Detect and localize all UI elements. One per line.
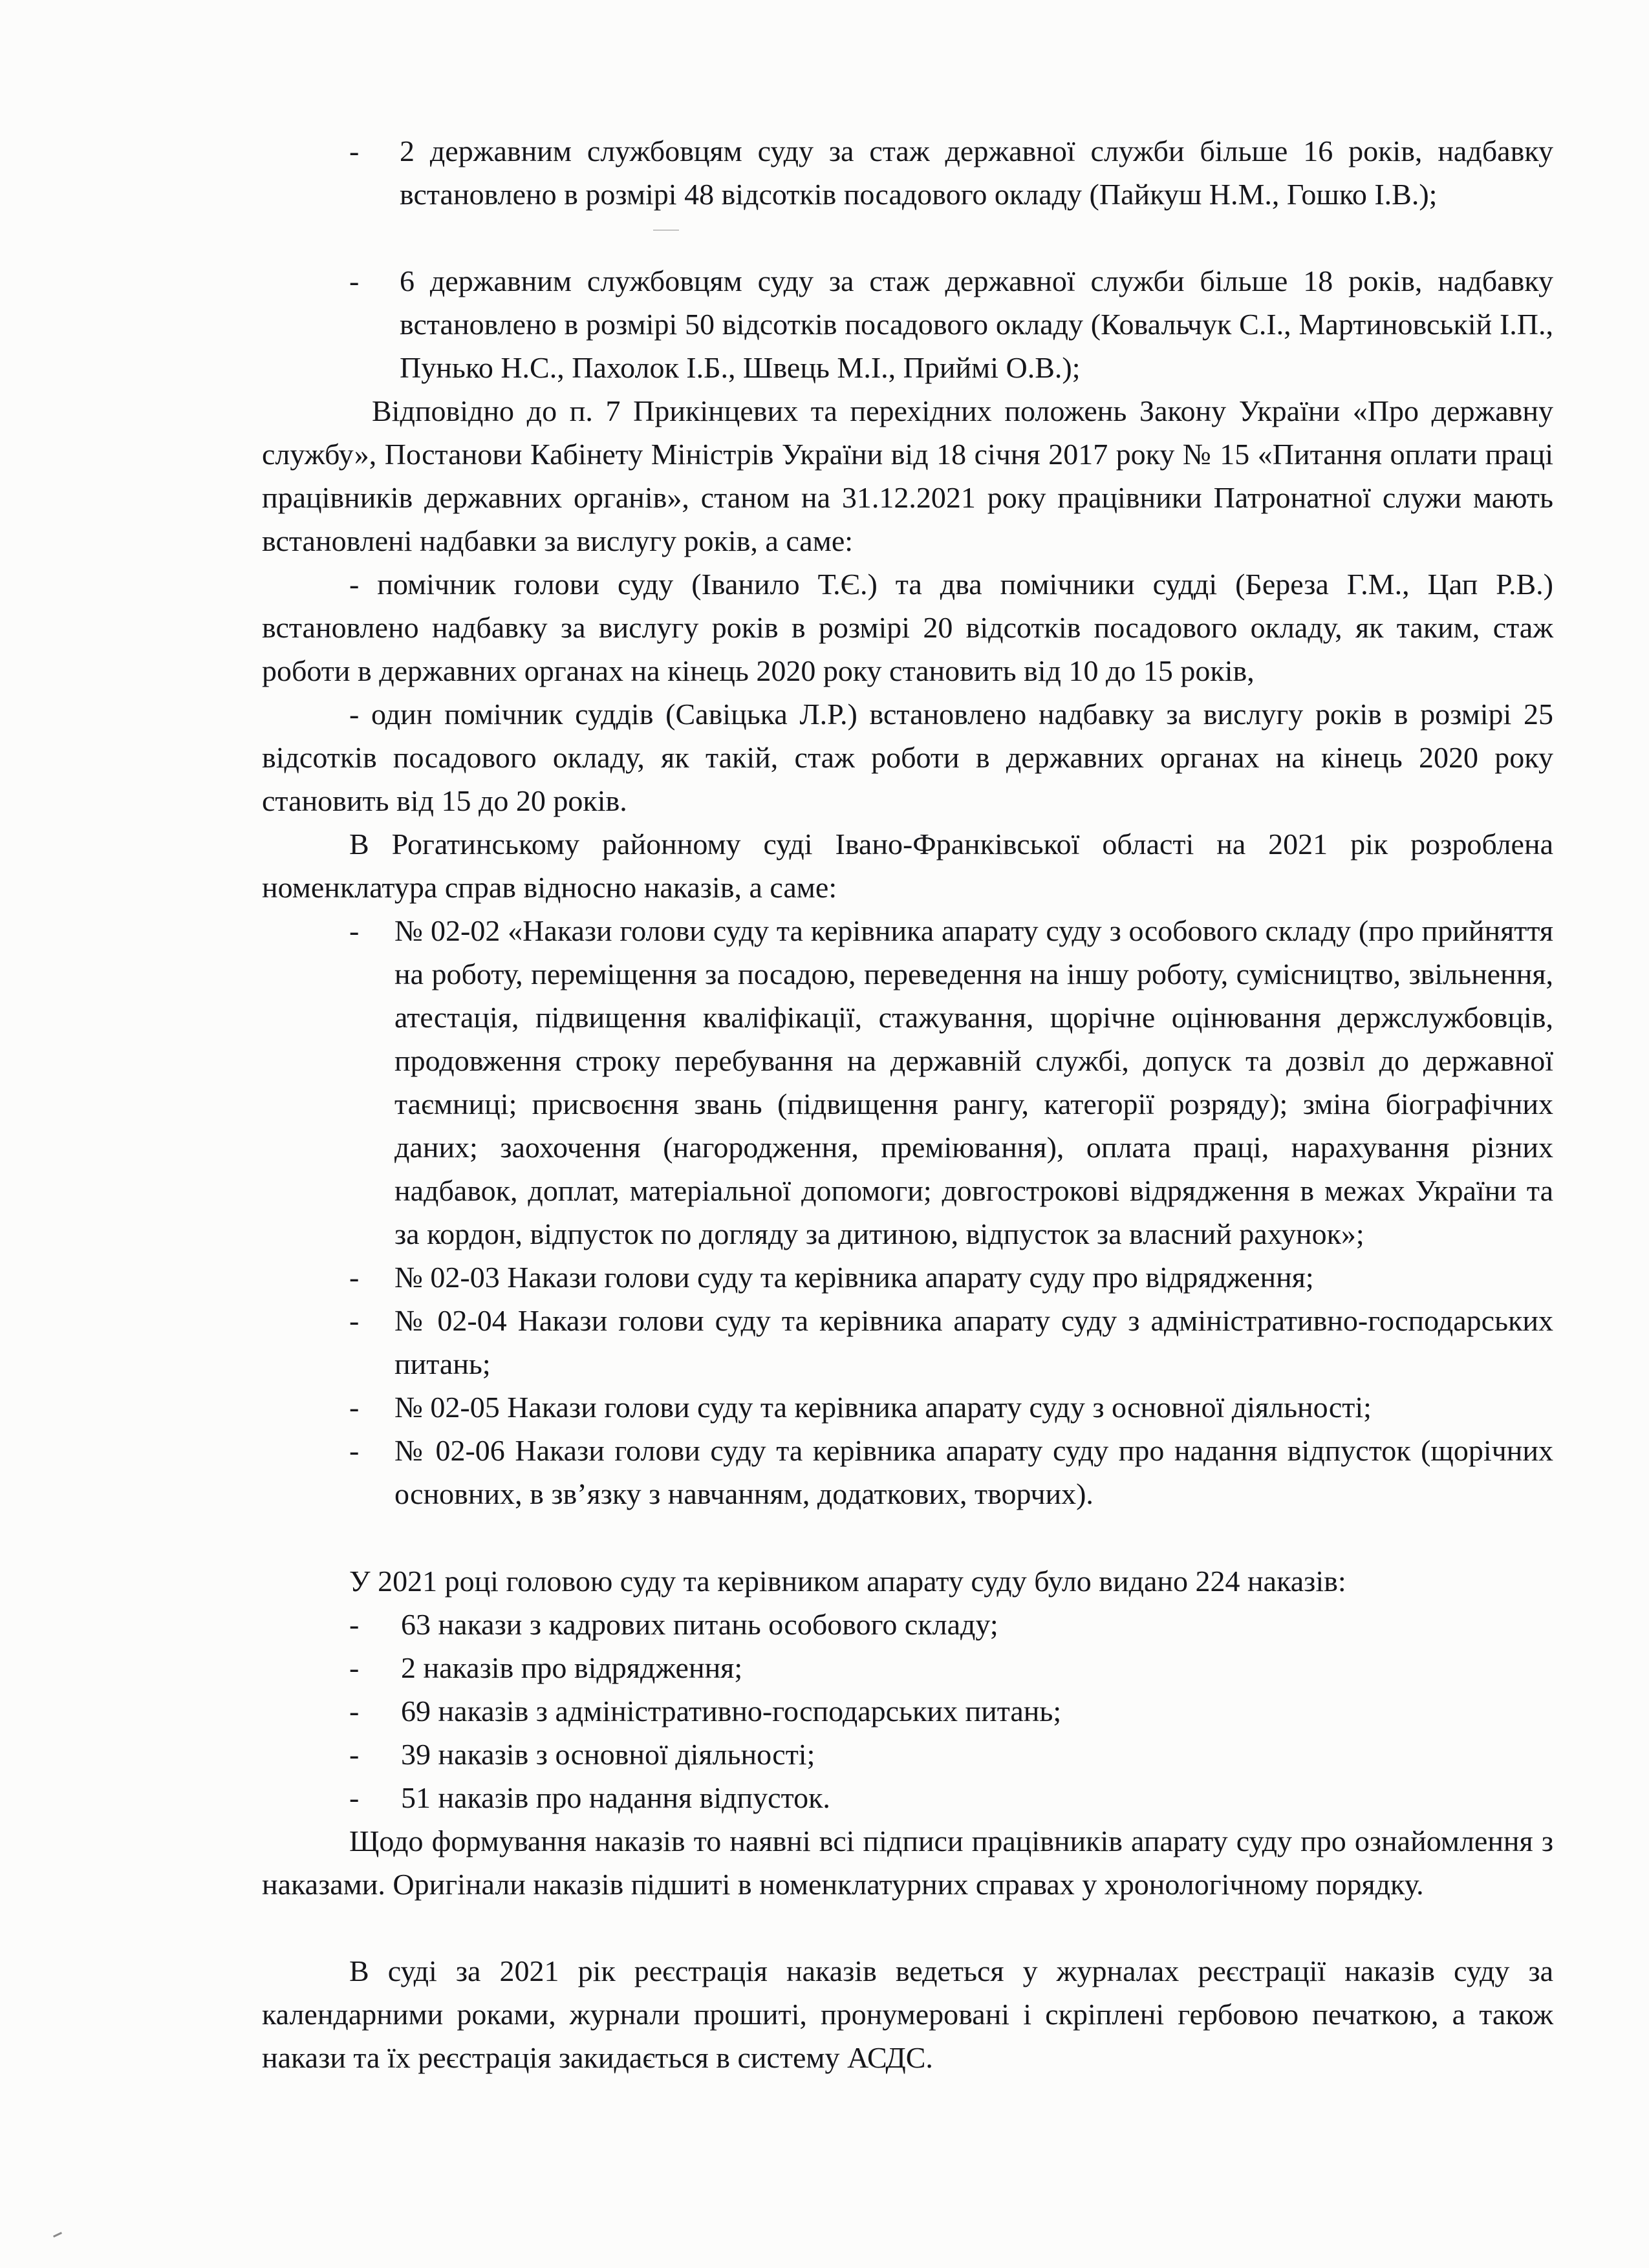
list-item-text: № 02-03 Накази голови суду та керівника апарату суду про відрядження;	[394, 1261, 1314, 1294]
paragraph-patronage	[262, 389, 1553, 562]
scan-speck	[653, 230, 679, 231]
list-item-text: № 02-02 «Накази голови суду та керівника апарату суду з особового складу (про прийняття на роботу, переміщення за посадою, переведення на іншу роботу, сумісництво, звільнення, атестація, підвищення кваліфікації, стажування, щорічне оцінювання держслужбовців, продовження строку перебування на державній службі, допуск та дозвіл до державної таємниці; присвоєння звань (підвищення рангу, категорії розряду); зміна біографічних даних; заохочення (нагородження, преміювання), оплата праці, нарахування різних надбавок, доплат, матеріальної допомоги; довгострокові відрядження в межах України та за кордон, відпусток по догляду за дитиною, відпусток за власний рахунок»;	[394, 914, 1553, 1250]
list-item	[349, 1429, 1553, 1515]
list-item-text: 69 наказів з адміністративно-господарських питань;	[401, 1695, 1062, 1728]
list-item-text: 6 державним службовцям суду за стаж державної служби більше 18 років, надбавку встановлено в розмірі 50 відсотків посадового окладу (Ковальчук С.І., Мартиновській І.П., Пунько Н.С., Пахолок І.Б., Швець М.І., Приймі О.В.);	[400, 264, 1553, 384]
list-item-text: № 02-06 Накази голови суду та керівника апарату суду про надання відпусток (щорічних основних, в зв’язку з навчанням, додаткових, творчих).	[394, 1434, 1553, 1510]
list-item	[349, 259, 1553, 389]
paragraph-orders-total	[262, 1559, 1553, 1603]
orders-list	[349, 1603, 1553, 1819]
nomenclature-list	[349, 909, 1553, 1515]
list-item	[349, 1733, 1553, 1776]
list-item-text: 51 наказів про надання відпусток.	[401, 1781, 830, 1814]
paragraph-text: У 2021 році головою суду та керівником апарату суду було видано 224 наказів:	[349, 1565, 1346, 1598]
list-item	[349, 1385, 1553, 1429]
patronage-item: - помічник голови суду (Іванило Т.Є.) та два помічники судді (Береза Г.М., Цап Р.В.) встановлено надбавку за вислугу років в розмірі 20 відсотків посадового окладу, як таким, стаж роботи в державних органах на кінець 2020 року становить від 10 до 15 років,	[262, 568, 1553, 687]
list-dash: -	[349, 1304, 360, 1337]
list-item	[349, 1299, 1553, 1385]
paragraph-text: В Рогатинському районному суді Івано-Франківської області на 2021 рік розроблена номенклатура справ відносно наказів, а саме:	[262, 828, 1553, 904]
paragraph-text: Щодо формування наказів то наявні всі підписи працівників апарату суду про ознайомлення з наказами. Оригінали наказів підшиті в номенклатурних справах у хронологічному порядку.	[262, 1824, 1553, 1901]
paragraph-registration	[262, 1949, 1553, 2079]
list-dash: -	[349, 264, 360, 297]
list-item-text: № 02-05 Накази голови суду та керівника апарату суду з основної діяльності;	[394, 1391, 1372, 1424]
paragraph-text: В суді за 2021 рік реєстрація наказів ведеться у журналах реєстрації наказів суду за календарними роками, журнали прошиті, пронумеровані і скріплені гербовою печаткою, а також накази та їх реєстрація закидається в систему АСДС.	[262, 1954, 1553, 2074]
top-list	[349, 129, 1553, 389]
paragraph-signatures	[262, 1819, 1553, 1906]
list-dash: -	[349, 1651, 360, 1684]
list-dash: -	[349, 1261, 360, 1294]
list-item-text: 2 наказів про відрядження;	[401, 1651, 743, 1684]
list-dash: -	[349, 1781, 360, 1814]
list-dash: -	[349, 1391, 360, 1424]
list-item-text: № 02-04 Накази голови суду та керівника апарату суду з адміністративно-господарських питань;	[394, 1304, 1553, 1380]
list-dash: -	[349, 1608, 360, 1641]
list-item	[349, 1256, 1553, 1299]
list-item	[349, 1689, 1553, 1733]
paragraph-nomenclature	[262, 822, 1553, 909]
patronage-list	[262, 562, 1553, 822]
list-dash: -	[349, 914, 360, 947]
list-item-text: 2 державним службовцям суду за стаж державної служби більше 16 років, надбавку встановлено в розмірі 48 відсотків посадового окладу (Пайкуш Н.М., Гошко І.В.);	[400, 134, 1553, 211]
list-dash: -	[349, 1434, 360, 1467]
list-dash: -	[349, 1738, 360, 1771]
list-item	[349, 909, 1553, 1256]
patronage-item: - один помічник суддів (Савіцька Л.Р.) встановлено надбавку за вислугу років в розмірі 25 відсотків посадового окладу, як такій, стаж роботи в державних органах на кінець 2020 року становить від 15 до 20 років.	[262, 698, 1553, 817]
list-item	[349, 1776, 1553, 1819]
list-item-text: 39 наказів з основної діяльності;	[401, 1738, 815, 1771]
list-item	[349, 1603, 1553, 1646]
list-item-text: 63 накази з кадрових питань особового складу;	[401, 1608, 998, 1641]
paragraph-text: Відповідно до п. 7 Прикінцевих та перехідних положень Закону України «Про державну службу», Постанови Кабінету Міністрів України від 18 січня 2017 року № 15 «Питання оплати праці працівників державних органів», станом на 31.12.2021 року працівники Патронатної служи мають встановлені надбавки за вислугу років, а саме:	[262, 394, 1553, 557]
list-dash: -	[349, 1695, 360, 1728]
list-item	[349, 1646, 1553, 1689]
list-dash: -	[349, 134, 360, 167]
list-item	[349, 129, 1553, 259]
scan-speck	[53, 2232, 62, 2238]
